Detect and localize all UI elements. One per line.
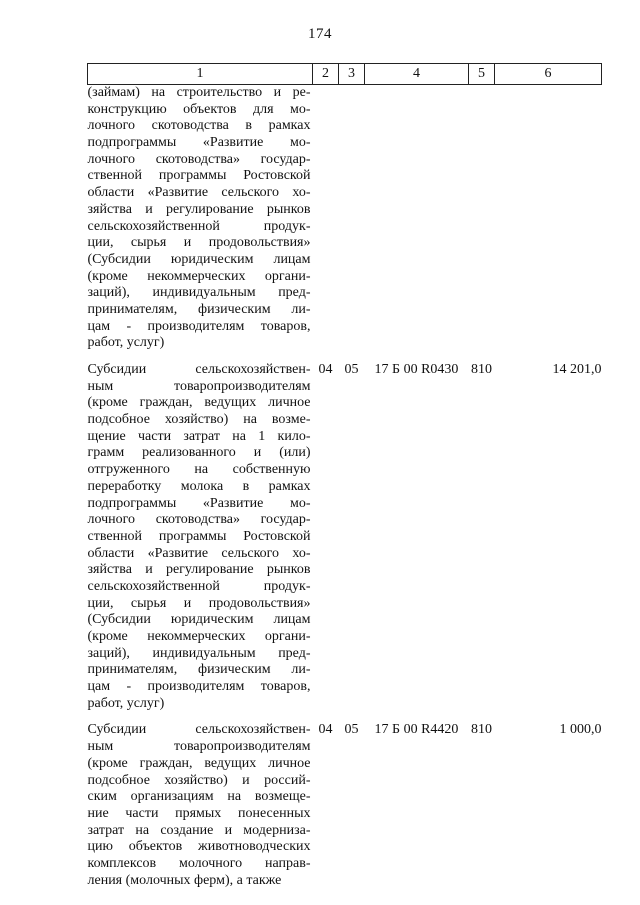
- row-expense-type: [469, 85, 495, 353]
- row-section-code: 04: [318, 722, 333, 738]
- table-body: [88, 85, 602, 890]
- description-line: подпрограммы «Развитие мо-: [87, 495, 311, 511]
- description-line: комплексов молочного направ-: [87, 855, 311, 871]
- description-line: области «Развитие сельского хо-: [87, 545, 311, 561]
- description-line: (кроме некоммерческих органи-: [87, 268, 311, 284]
- description-line: ским организациям на возмеще-: [87, 789, 311, 805]
- description-line: ние части прямых понесенных: [87, 805, 311, 821]
- description-line: заций), индивидуальным пред-: [87, 285, 311, 301]
- description-line: ственной программы Ростовской: [87, 528, 311, 544]
- row-target-article: 17 Б 00 R4420: [374, 722, 459, 738]
- description-line: лочного скотоводства в рамках: [87, 118, 311, 134]
- description-line: области «Развитие сельского хо-: [87, 185, 311, 201]
- description-line: подпрограммы «Развитие мо-: [87, 135, 311, 151]
- description-line: цам - производителям товаров,: [87, 679, 311, 695]
- row-description: [88, 85, 313, 353]
- row-target-article: 17 Б 00 R0430: [374, 362, 459, 377]
- table-row: [88, 352, 602, 712]
- description-line: ственной программы Ростовской: [87, 168, 311, 184]
- description-line: сельскохозяйственной продук-: [87, 218, 311, 234]
- description-line: (кроме граждан, ведущих личное: [87, 755, 311, 771]
- description-line: отгруженного на собственную: [87, 462, 311, 478]
- description-line: Субсидии сельскохозяйствен-: [87, 362, 311, 377]
- description-line: ции, сырья и продовольствия»: [87, 595, 311, 611]
- table-row: [88, 85, 602, 353]
- description-line: зяйства и регулирование рынков: [87, 562, 311, 578]
- row-subsection-code: [339, 85, 365, 353]
- description-line: цам - производителям товаров,: [87, 318, 311, 334]
- description-line: сельскохозяйственной продук-: [87, 578, 311, 594]
- row-section-code: [313, 85, 339, 353]
- row-expense-type: 810: [471, 722, 492, 738]
- description-line: затрат на создание и модерниза-: [87, 822, 311, 838]
- description-line: ции, сырья и продовольствия»: [87, 235, 311, 251]
- header-col-2: 2: [313, 64, 339, 85]
- description-line: ным товаропроизводителям: [87, 378, 311, 394]
- description-line: принимателям, физическим ли-: [87, 662, 311, 678]
- description-line: конструкцию объектов для мо-: [87, 101, 311, 117]
- row-amount: 14 201,0: [552, 362, 602, 377]
- budget-table: [87, 63, 602, 889]
- description-line: зяйства и регулирование рынков: [87, 201, 311, 217]
- description-line: (кроме некоммерческих органи-: [87, 629, 311, 644]
- row-subsection-code: 05: [344, 722, 359, 738]
- description-line: (Субсидии юридическим лицам: [87, 251, 311, 267]
- row-description: [88, 352, 313, 712]
- header-col-5: 5: [469, 64, 495, 85]
- description-line: работ, услуг): [87, 695, 165, 711]
- row-subsection-code: 05: [344, 362, 359, 377]
- header-col-6: 6: [495, 64, 602, 85]
- row-amount: 1 000,0: [559, 722, 602, 738]
- row-amount: [495, 85, 602, 353]
- description-line: подсобное хозяйство) и россий-: [87, 772, 311, 788]
- header-col-1: 1: [88, 64, 313, 85]
- header-col-3: 3: [339, 64, 365, 85]
- table-header-row: [88, 64, 602, 85]
- description-line: грамм реализованного и (или): [87, 445, 311, 461]
- description-line: щение части затрат на 1 кило-: [87, 428, 311, 444]
- description-line: ным товаропроизводителям: [87, 739, 311, 755]
- description-line: подсобное хозяйство) на возме-: [87, 412, 311, 428]
- description-line: (займам) на строительство и ре-: [87, 85, 311, 100]
- page-number: 174: [308, 26, 332, 42]
- description-line: заций), индивидуальным пред-: [87, 645, 311, 661]
- description-line: (Субсидии юридическим лицам: [87, 612, 311, 628]
- description-line: работ, услуг): [87, 335, 165, 351]
- description-line: цию объектов животноводческих: [87, 839, 311, 855]
- description-line: лочного скотоводства» государ-: [87, 151, 311, 167]
- description-line: (кроме граждан, ведущих личное: [87, 395, 311, 411]
- row-target-article: [365, 85, 469, 353]
- description-line: Субсидии сельскохозяйствен-: [87, 722, 311, 738]
- table-row: [88, 712, 602, 889]
- row-section-code: 04: [318, 362, 333, 377]
- description-line: принимателям, физическим ли-: [87, 301, 311, 317]
- description-line: ления (молочных ферм), а также: [87, 872, 282, 888]
- description-line: лочного скотоводства» государ-: [87, 512, 311, 528]
- description-line: переработку молока в рамках: [87, 478, 311, 494]
- header-col-4: 4: [365, 64, 469, 85]
- row-expense-type: 810: [471, 362, 492, 377]
- row-description: [88, 712, 313, 889]
